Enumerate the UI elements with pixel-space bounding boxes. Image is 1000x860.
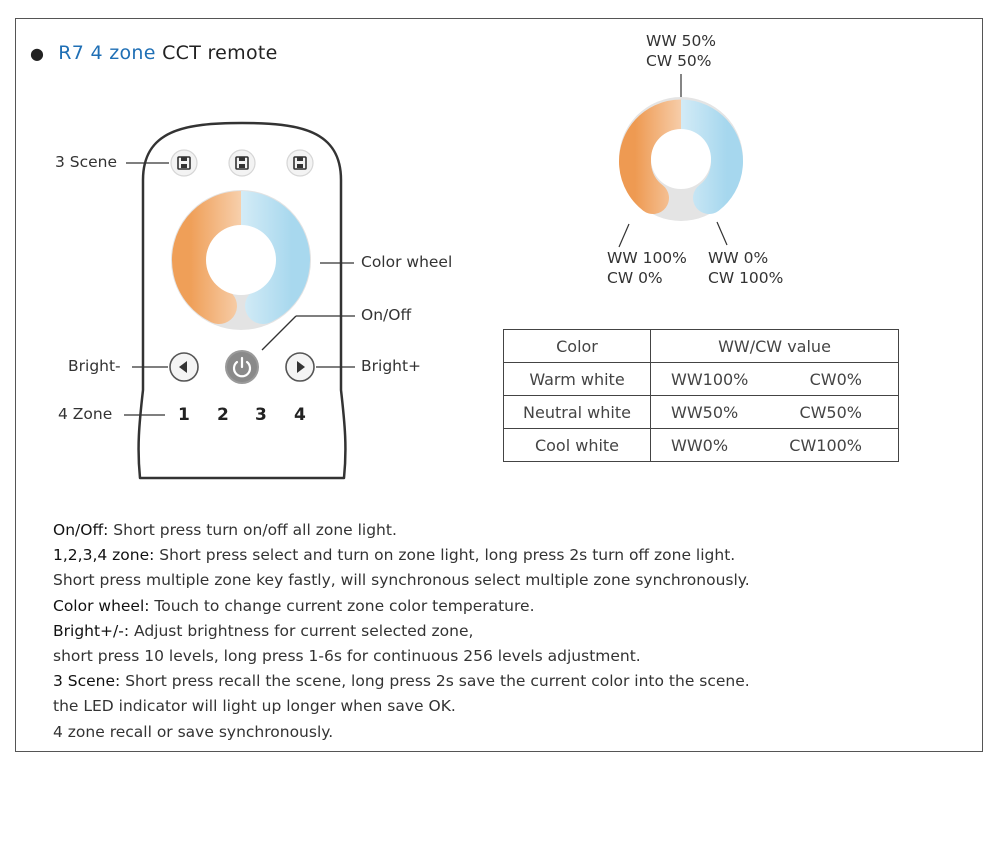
wheel-left-ww: WW 100% bbox=[607, 249, 687, 267]
description-text: 4 zone recall or save synchronously. bbox=[53, 722, 334, 741]
description-line bbox=[53, 720, 750, 745]
description-text: Short press recall the scene, long press 2s save the current color into the scene. bbox=[120, 672, 750, 691]
description-text: Touch to change current zone color temperature. bbox=[149, 596, 535, 615]
label-bright-plus: Bright+ bbox=[361, 357, 422, 375]
title-rest: CCT remote bbox=[162, 42, 278, 64]
table-row bbox=[504, 429, 899, 462]
table-cell-color: Warm white bbox=[504, 363, 651, 396]
zone-key-1[interactable]: 1 bbox=[178, 405, 190, 425]
label-3-scene: 3 Scene bbox=[55, 153, 118, 171]
description-key: On/Off: bbox=[53, 521, 109, 539]
bright-minus-button bbox=[170, 353, 198, 381]
wheel-right-ww: WW 0% bbox=[708, 249, 769, 267]
table-cell-cw: CW100% bbox=[789, 435, 862, 455]
table-cell-cw: CW0% bbox=[809, 369, 862, 389]
table-cell-color: Neutral white bbox=[504, 396, 651, 429]
wheel-left-label bbox=[607, 248, 687, 288]
table-cell-value bbox=[651, 429, 899, 462]
remote-color-wheel bbox=[171, 190, 311, 330]
description-line bbox=[53, 543, 750, 568]
wheel-right-cw: CW 100% bbox=[708, 269, 784, 287]
label-bright-minus: Bright- bbox=[68, 357, 121, 375]
zone-key-4[interactable]: 4 bbox=[294, 405, 306, 425]
description-line bbox=[53, 619, 750, 644]
scene-button bbox=[287, 150, 313, 176]
description-key: Color wheel: bbox=[53, 596, 150, 615]
description-line bbox=[53, 644, 750, 669]
table-cell-ww: WW50% bbox=[671, 402, 739, 422]
label-on-off: On/Off bbox=[361, 306, 412, 324]
description-line bbox=[53, 518, 750, 543]
description-text: Short press select and turn on zone light, long press 2s turn off zone light. bbox=[154, 546, 736, 565]
table-header-color: Color bbox=[504, 330, 651, 363]
wheel-right-label bbox=[708, 248, 783, 288]
description-text: the LED indicator will light up longer when save OK. bbox=[53, 697, 456, 716]
label-color-wheel: Color wheel bbox=[361, 253, 453, 271]
table-header-value: WW/CW value bbox=[651, 330, 899, 363]
description-key: 1,2,3,4 zone: bbox=[53, 546, 155, 565]
description-key: 3 Scene: bbox=[53, 672, 121, 691]
bullet-icon: ● bbox=[30, 44, 45, 63]
table-cell-ww: WW0% bbox=[671, 435, 729, 455]
description-line bbox=[53, 568, 750, 593]
zone-key-2[interactable]: 2 bbox=[217, 405, 229, 425]
zone-key-3[interactable]: 3 bbox=[255, 405, 267, 425]
description-text: Short press turn on/off all zone light. bbox=[108, 521, 397, 539]
bright-plus-button bbox=[286, 353, 314, 381]
description-line bbox=[53, 669, 750, 694]
table-row bbox=[504, 396, 899, 429]
description-line bbox=[53, 594, 750, 619]
table-cell-cw: CW50% bbox=[799, 402, 862, 422]
model-name: R7 4 zone bbox=[58, 42, 156, 64]
description-text: Short press multiple zone key fastly, will synchronous select multiple zone synchronously. bbox=[53, 571, 750, 590]
table-cell-value bbox=[651, 396, 899, 429]
description-line bbox=[53, 694, 750, 719]
ww-cw-table bbox=[503, 329, 899, 462]
label-4-zone: 4 Zone bbox=[58, 405, 113, 423]
reference-color-wheel bbox=[619, 97, 743, 221]
table-cell-value bbox=[651, 363, 899, 396]
description-key: Bright+/-: bbox=[53, 621, 130, 640]
wheel-top-ww: WW 50% bbox=[646, 32, 717, 50]
description-text: Adjust brightness for current selected zone, bbox=[129, 621, 474, 640]
wheel-top-cw: CW 50% bbox=[646, 52, 712, 70]
wheel-top-label bbox=[646, 31, 716, 71]
wheel-left-cw: CW 0% bbox=[607, 269, 663, 287]
power-button bbox=[225, 350, 259, 384]
description-block bbox=[53, 518, 750, 745]
description-text: short press 10 levels, long press 1-6s for continuous 256 levels adjustment. bbox=[53, 647, 641, 666]
scene-button bbox=[229, 150, 255, 176]
table-header-row bbox=[504, 330, 899, 363]
table-cell-color: Cool white bbox=[504, 429, 651, 462]
table-row bbox=[504, 363, 899, 396]
table-cell-ww: WW100% bbox=[671, 369, 749, 389]
scene-button bbox=[171, 150, 197, 176]
